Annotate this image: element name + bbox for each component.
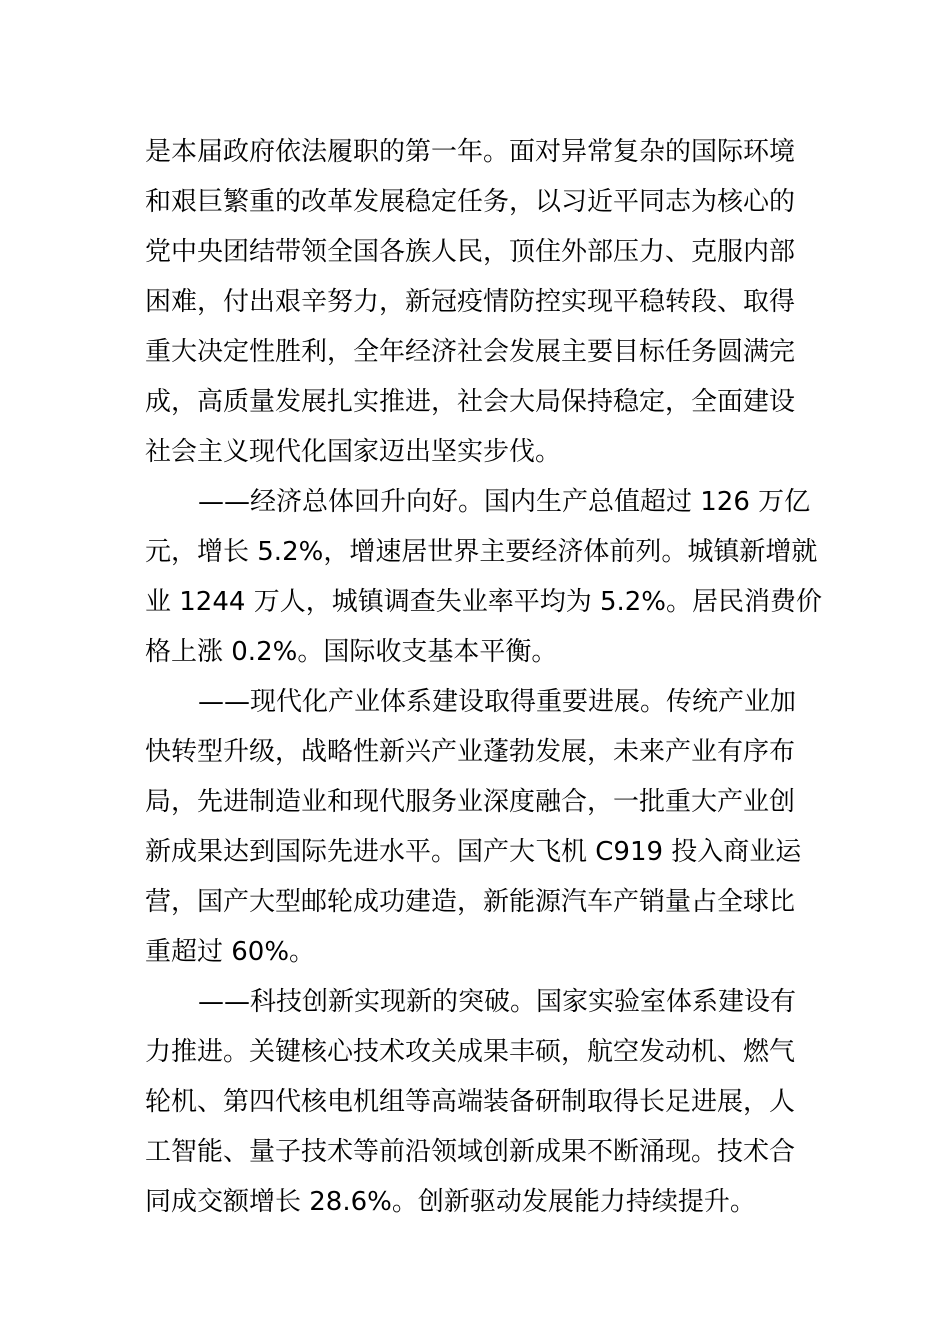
text-line: 困难，付出艰辛努力，新冠疫情防控实现平稳转段、取得 — [145, 287, 796, 317]
text-line: 营，国产大型邮轮成功建造，新能源汽车产销量占全球比 — [145, 887, 796, 917]
text-line: 重超过 60%。 — [145, 937, 316, 967]
text-line: 社会主义现代化国家迈出坚实步伐。 — [145, 437, 562, 467]
text-line: 业 1244 万人，城镇调查失业率平均为 5.2%。居民消费价 — [145, 587, 823, 617]
text-line: 格上涨 0.2%。国际收支基本平衡。 — [145, 637, 558, 667]
text-line: 成，高质量发展扎实推进，社会大局保持稳定，全面建设 — [145, 387, 796, 417]
text-line: 元，增长 5.2%，增速居世界主要经济体前列。城镇新增就 — [145, 537, 818, 567]
text-line: 新成果达到国际先进水平。国产大飞机 C919 投入商业运 — [145, 837, 802, 867]
text-line: 工智能、量子技术等前沿领域创新成果不断涌现。技术合 — [145, 1137, 796, 1167]
text-line: 力推进。关键核心技术攻关成果丰硕，航空发动机、燃气 — [145, 1037, 796, 1067]
text-line: 是本届政府依法履职的第一年。面对异常复杂的国际环境 — [145, 137, 796, 167]
text-line: 局，先进制造业和现代服务业深度融合，一批重大产业创 — [145, 787, 796, 817]
paragraph-start-line: ——科技创新实现新的突破。国家实验室体系建设有 — [198, 987, 797, 1017]
text-line: 重大决定性胜利，全年经济社会发展主要目标任务圆满完 — [145, 337, 796, 367]
text-line: 和艰巨繁重的改革发展稳定任务，以习近平同志为核心的 — [145, 187, 796, 217]
text-line: 快转型升级，战略性新兴产业蓬勃发展，未来产业有序布 — [145, 737, 796, 767]
text-line: 同成交额增长 28.6%。创新驱动发展能力持续提升。 — [145, 1187, 756, 1217]
text-line: 党中央团结带领全国各族人民，顶住外部压力、克服内部 — [145, 237, 796, 267]
paragraph-start-line: ——现代化产业体系建设取得重要进展。传统产业加 — [198, 687, 797, 717]
text-line: 轮机、第四代核电机组等高端装备研制取得长足进展，人 — [145, 1087, 796, 1117]
paragraph-start-line: ——经济总体回升向好。国内生产总值超过 126 万亿 — [198, 487, 811, 517]
